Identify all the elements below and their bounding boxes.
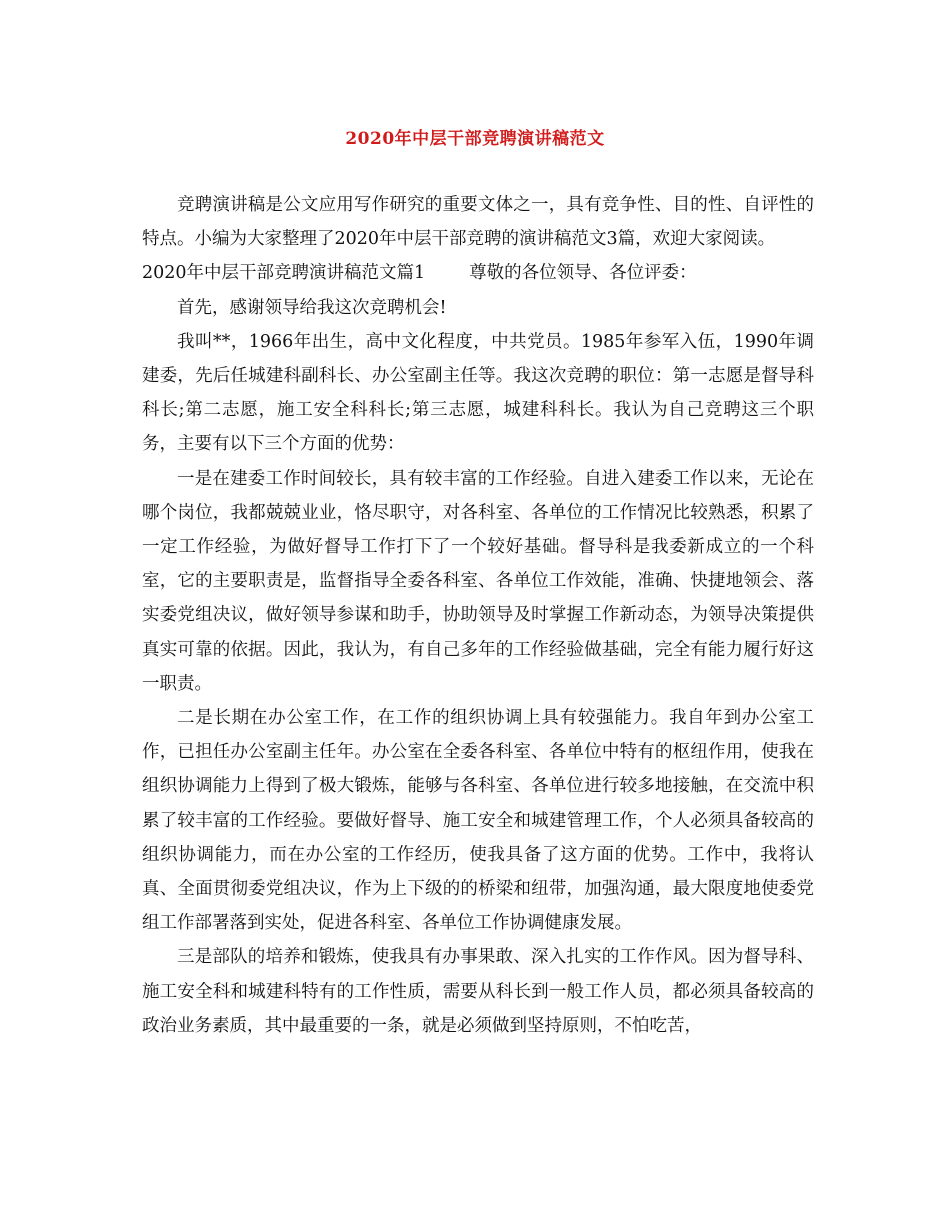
- intro-paragraph: 竞聘演讲稿是公文应用写作研究的重要文体之一，具有竞争性、目的性、自评性的特点。小编为大家整理了2020年中层干部竞聘的演讲稿范文3篇，欢迎大家阅读。: [142, 195, 814, 250]
- body-paragraph: 一是在建委工作时间较长，具有较丰富的工作经验。自进入建委工作以来，无论在哪个岗位，我都兢兢业业，恪尽职守，对各科室、各单位的工作情况比较熟悉，积累了一定工作经验，为做好督导工作打下了一个较好基础。督导科是我委新成立的一个科室，它的主要职责是，监督指导全委各科室、各单位工作效能，准确、快捷地领会、落实委党组决议，做好领导参谋和助手，协助领导及时掌握工作新动态，为领导决策提供真实可靠的依据。因此，我认为，有自己多年的工作经验做基础，完全有能力履行好这一职责。: [142, 468, 814, 694]
- section-heading-line: [142, 256, 814, 290]
- salutation: 尊敬的各位领导、各位评委：: [469, 263, 697, 284]
- section-heading: 2020年中层干部竞聘演讲稿范文篇1: [142, 263, 426, 284]
- document-body: [142, 188, 814, 1043]
- body-paragraph: 二是长期在办公室工作，在工作的组织协调上具有较强能力。我自年到办公室工作，已担任办公室副主任年。办公室在全委各科室、各单位中特有的枢纽作用，使我在组织协调能力上得到了极大锻炼，能够与各科室、各单位进行较多地接触，在交流中积累了较丰富的工作经验。要做好督导、施工安全和城建管理工作，个人必须具备较高的组织协调能力，而在办公室的工作经历，使我具备了这方面的优势。工作中，我将认真、全面贯彻委党组决议，作为上下级的的桥梁和纽带，加强沟通，最大限度地使委党组工作部署落到实处，促进各科室、各单位工作协调健康发展。: [142, 708, 814, 934]
- body-paragraph: 我叫**，1966年出生，高中文化程度，中共党员。1985年参军入伍，1990年调建委，先后任城建科副科长、办公室副主任等。我这次竞聘的职位：第一志愿是督导科科长;第二志愿，施工安全科科长;第三志愿，城建科科长。我认为自己竞聘这三个职务，主要有以下三个方面的优势：: [142, 331, 814, 455]
- body-paragraph: 首先，感谢领导给我这次竞聘机会!: [177, 297, 447, 318]
- body-paragraph: 三是部队的培养和锻炼，使我具有办事果敢、深入扎实的工作作风。因为督导科、施工安全科和城建科特有的工作性质，需要从科长到一般工作人员，都必须具备较高的政治业务素质，其中最重要的一条，就是必须做到坚持原则，不怕吃苦，: [142, 947, 814, 1036]
- document-title: 2020年中层干部竞聘演讲稿范文: [345, 129, 605, 149]
